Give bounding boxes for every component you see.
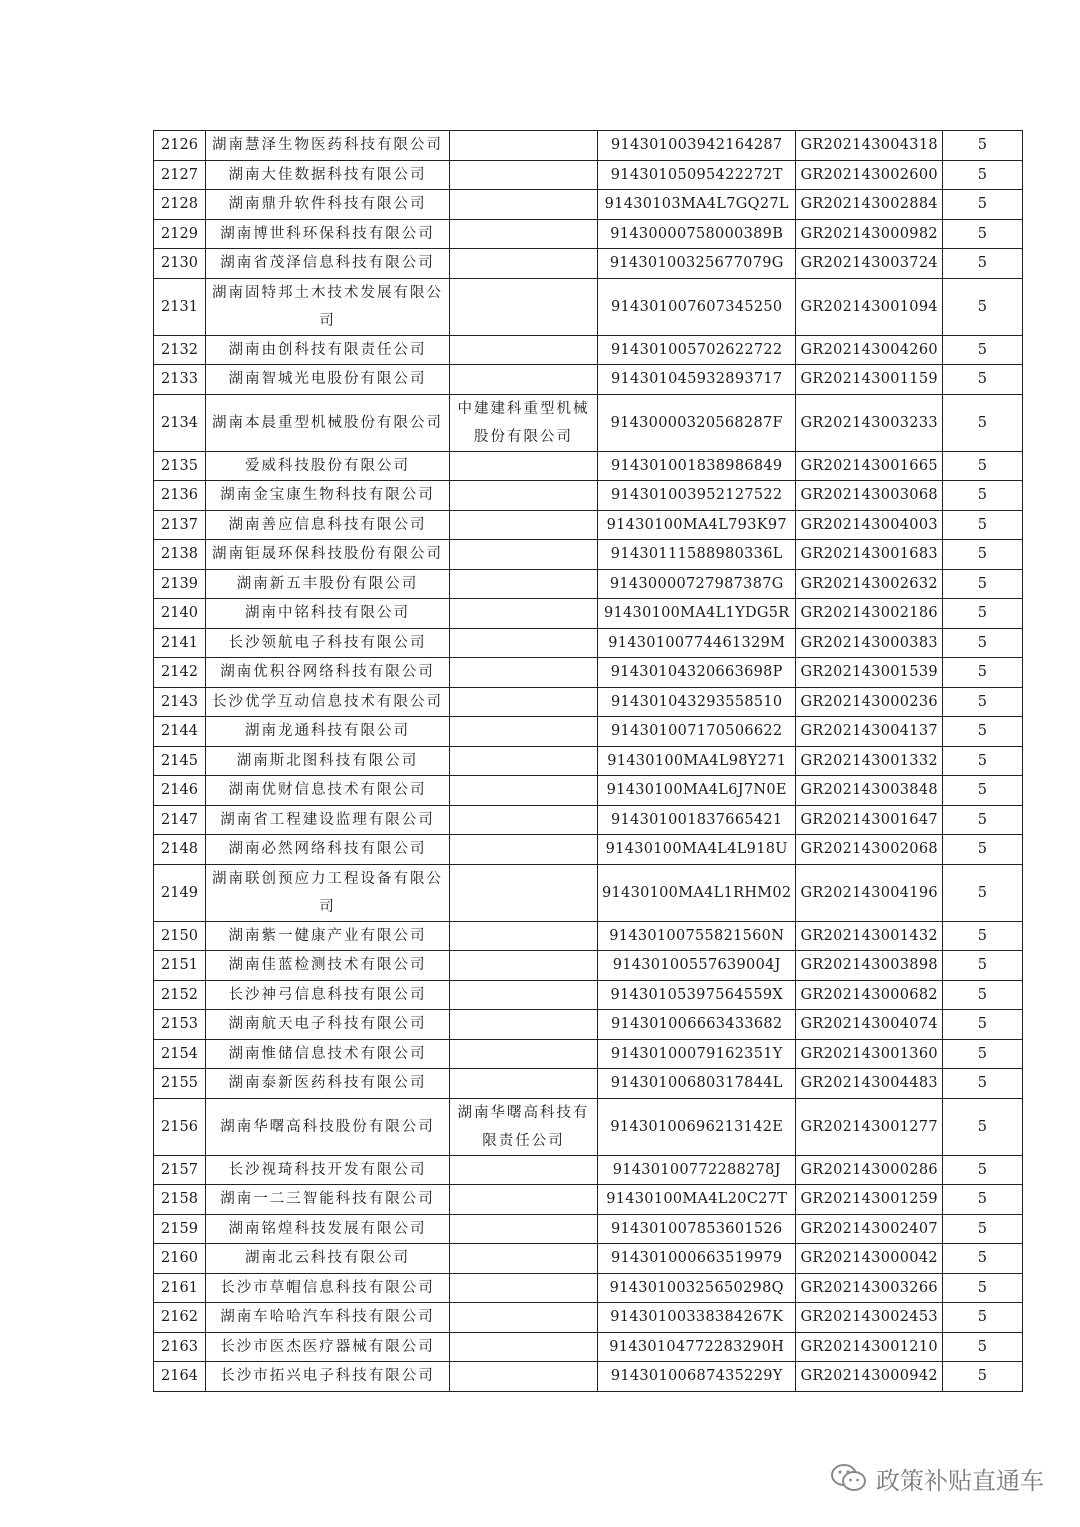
table-row (154, 599, 1023, 629)
company-name-cell: 湖南善应信息科技有限公司 (206, 510, 450, 540)
row-number-cell: 2135 (154, 451, 206, 481)
credit-code-cell: 91430100MA4L4L918U (598, 835, 796, 865)
score-cell: 5 (942, 335, 1022, 365)
credit-code-cell: 914301007607345250 (598, 278, 796, 335)
row-number-cell: 2140 (154, 599, 206, 629)
row-number-cell: 2153 (154, 1010, 206, 1040)
former-name-cell (450, 219, 598, 249)
score-cell: 5 (942, 717, 1022, 747)
table-row (154, 1155, 1023, 1185)
former-name-cell (450, 278, 598, 335)
company-name-cell: 湖南博世科环保科技有限公司 (206, 219, 450, 249)
row-number-cell: 2141 (154, 628, 206, 658)
row-number-cell: 2128 (154, 190, 206, 220)
table-row (154, 394, 1023, 451)
former-name-cell (450, 717, 598, 747)
table-row (154, 481, 1023, 511)
former-name-cell (450, 1303, 598, 1333)
certificate-number-cell: GR202143000042 (796, 1244, 942, 1274)
certificate-number-cell: GR202143004318 (796, 131, 942, 161)
score-cell: 5 (942, 1010, 1022, 1040)
former-name-cell (450, 131, 598, 161)
row-number-cell: 2137 (154, 510, 206, 540)
certificate-number-cell: GR202143004260 (796, 335, 942, 365)
table-row (154, 1273, 1023, 1303)
row-number-cell: 2150 (154, 921, 206, 951)
score-cell: 5 (942, 131, 1022, 161)
company-name-cell: 湖南省茂泽信息科技有限公司 (206, 249, 450, 279)
credit-code-cell: 91430100MA4L793K97 (598, 510, 796, 540)
certificate-number-cell: GR202143002632 (796, 569, 942, 599)
certificate-number-cell: GR202143001683 (796, 540, 942, 570)
score-cell: 5 (942, 365, 1022, 395)
table-row (154, 1098, 1023, 1155)
table-row (154, 864, 1023, 921)
former-name-cell (450, 864, 598, 921)
former-name-cell (450, 1155, 598, 1185)
company-name-cell: 湖南铭煌科技发展有限公司 (206, 1214, 450, 1244)
former-name-cell (450, 1069, 598, 1099)
row-number-cell: 2157 (154, 1155, 206, 1185)
former-name-cell (450, 1039, 598, 1069)
former-name-cell (450, 160, 598, 190)
credit-code-cell: 914301006663433682 (598, 1010, 796, 1040)
credit-code-cell: 914301003942164287 (598, 131, 796, 161)
row-number-cell: 2126 (154, 131, 206, 161)
former-name-cell (450, 746, 598, 776)
company-name-cell: 长沙领航电子科技有限公司 (206, 628, 450, 658)
company-name-cell: 长沙市医杰医疗器械有限公司 (206, 1332, 450, 1362)
watermark (830, 1460, 1044, 1496)
credit-code-cell: 914301005702622722 (598, 335, 796, 365)
former-name-cell (450, 365, 598, 395)
company-name-cell: 湖南优积谷网络科技有限公司 (206, 658, 450, 688)
former-name-cell (450, 1214, 598, 1244)
company-name-cell: 湖南鼎升软件科技有限公司 (206, 190, 450, 220)
row-number-cell: 2161 (154, 1273, 206, 1303)
certificate-number-cell: GR202143003266 (796, 1273, 942, 1303)
row-number-cell: 2148 (154, 835, 206, 865)
row-number-cell: 2142 (154, 658, 206, 688)
former-name-cell: 湖南华曙高科技有限责任公司 (450, 1098, 598, 1155)
row-number-cell: 2130 (154, 249, 206, 279)
score-cell: 5 (942, 1039, 1022, 1069)
score-cell: 5 (942, 160, 1022, 190)
score-cell: 5 (942, 599, 1022, 629)
table-row (154, 1039, 1023, 1069)
score-cell: 5 (942, 776, 1022, 806)
certificate-number-cell: GR202143001432 (796, 921, 942, 951)
company-list-table (153, 130, 1023, 1392)
company-name-cell: 长沙市拓兴电子科技有限公司 (206, 1362, 450, 1392)
former-name-cell (450, 335, 598, 365)
credit-code-cell: 914301000663519979 (598, 1244, 796, 1274)
credit-code-cell: 91430000758000389B (598, 219, 796, 249)
credit-code-cell: 914301001838986849 (598, 451, 796, 481)
table-row (154, 160, 1023, 190)
credit-code-cell: 91430100MA4L1YDG5R (598, 599, 796, 629)
score-cell: 5 (942, 687, 1022, 717)
credit-code-cell: 91430111588980336L (598, 540, 796, 570)
row-number-cell: 2152 (154, 980, 206, 1010)
table-row (154, 540, 1023, 570)
table-row (154, 746, 1023, 776)
score-cell: 5 (942, 249, 1022, 279)
credit-code-cell: 91430100MA4L1RHM02 (598, 864, 796, 921)
table-row (154, 1069, 1023, 1099)
certificate-number-cell: GR202143002186 (796, 599, 942, 629)
former-name-cell (450, 805, 598, 835)
former-name-cell (450, 1332, 598, 1362)
score-cell: 5 (942, 746, 1022, 776)
row-number-cell: 2143 (154, 687, 206, 717)
credit-code-cell: 91430000727987387G (598, 569, 796, 599)
credit-code-cell: 91430000320568287F (598, 394, 796, 451)
table-row (154, 190, 1023, 220)
table-row (154, 1214, 1023, 1244)
score-cell: 5 (942, 980, 1022, 1010)
former-name-cell (450, 569, 598, 599)
score-cell: 5 (942, 805, 1022, 835)
company-name-cell: 湖南固特邦土木技术发展有限公司 (206, 278, 450, 335)
table-row (154, 717, 1023, 747)
score-cell: 5 (942, 481, 1022, 511)
certificate-number-cell: GR202143002068 (796, 835, 942, 865)
score-cell: 5 (942, 1303, 1022, 1333)
company-name-cell: 湖南惟储信息技术有限公司 (206, 1039, 450, 1069)
score-cell: 5 (942, 1244, 1022, 1274)
credit-code-cell: 91430100079162351Y (598, 1039, 796, 1069)
table-row (154, 510, 1023, 540)
row-number-cell: 2158 (154, 1185, 206, 1215)
former-name-cell (450, 980, 598, 1010)
certificate-number-cell: GR202143004003 (796, 510, 942, 540)
company-name-cell: 湖南新五丰股份有限公司 (206, 569, 450, 599)
credit-code-cell: 914301045932893717 (598, 365, 796, 395)
table-row (154, 687, 1023, 717)
certificate-number-cell: GR202143002600 (796, 160, 942, 190)
company-name-cell: 湖南金宝康生物科技有限公司 (206, 481, 450, 511)
former-name-cell (450, 835, 598, 865)
former-name-cell (450, 451, 598, 481)
former-name-cell (450, 1362, 598, 1392)
credit-code-cell: 914301007853601526 (598, 1214, 796, 1244)
credit-code-cell: 91430100338384267K (598, 1303, 796, 1333)
certificate-number-cell: GR202143000682 (796, 980, 942, 1010)
former-name-cell (450, 1185, 598, 1215)
former-name-cell (450, 658, 598, 688)
credit-code-cell: 91430100MA4L20C27T (598, 1185, 796, 1215)
score-cell: 5 (942, 1362, 1022, 1392)
credit-code-cell: 91430105397564559X (598, 980, 796, 1010)
score-cell: 5 (942, 864, 1022, 921)
company-name-cell: 湖南一二三智能科技有限公司 (206, 1185, 450, 1215)
score-cell: 5 (942, 921, 1022, 951)
certificate-number-cell: GR202143000383 (796, 628, 942, 658)
company-name-cell: 湖南泰新医药科技有限公司 (206, 1069, 450, 1099)
credit-code-cell: 91430100MA4L6J7N0E (598, 776, 796, 806)
company-name-cell: 湖南紫一健康产业有限公司 (206, 921, 450, 951)
credit-code-cell: 914301007170506622 (598, 717, 796, 747)
table-row (154, 835, 1023, 865)
former-name-cell: 中建建科重型机械股份有限公司 (450, 394, 598, 451)
score-cell: 5 (942, 569, 1022, 599)
company-name-cell: 长沙市草帽信息科技有限公司 (206, 1273, 450, 1303)
row-number-cell: 2159 (154, 1214, 206, 1244)
wechat-icon (830, 1462, 868, 1494)
certificate-number-cell: GR202143004196 (796, 864, 942, 921)
row-number-cell: 2149 (154, 864, 206, 921)
credit-code-cell: 914301003952127522 (598, 481, 796, 511)
credit-code-cell: 91430105095422272T (598, 160, 796, 190)
certificate-number-cell: GR202143003898 (796, 951, 942, 981)
former-name-cell (450, 1244, 598, 1274)
table-row (154, 365, 1023, 395)
table-row (154, 569, 1023, 599)
table-row (154, 980, 1023, 1010)
former-name-cell (450, 921, 598, 951)
certificate-number-cell: GR202143002884 (796, 190, 942, 220)
table-row (154, 1362, 1023, 1392)
table-row (154, 131, 1023, 161)
score-cell: 5 (942, 190, 1022, 220)
table-row (154, 951, 1023, 981)
certificate-number-cell: GR202143001159 (796, 365, 942, 395)
former-name-cell (450, 481, 598, 511)
credit-code-cell: 91430100687435229Y (598, 1362, 796, 1392)
credit-code-cell: 91430100325677079G (598, 249, 796, 279)
score-cell: 5 (942, 835, 1022, 865)
company-name-cell: 湖南华曙高科技股份有限公司 (206, 1098, 450, 1155)
company-name-cell: 湖南本晨重型机械股份有限公司 (206, 394, 450, 451)
former-name-cell (450, 951, 598, 981)
watermark-text: 政策补贴直通车 (876, 1466, 1044, 1495)
company-name-cell: 湖南钜晟环保科技股份有限公司 (206, 540, 450, 570)
former-name-cell (450, 540, 598, 570)
score-cell: 5 (942, 1273, 1022, 1303)
certificate-number-cell: GR202143003724 (796, 249, 942, 279)
credit-code-cell: 91430100755821560N (598, 921, 796, 951)
company-name-cell: 湖南佳蓝检测技术有限公司 (206, 951, 450, 981)
table-row (154, 776, 1023, 806)
former-name-cell (450, 628, 598, 658)
credit-code-cell: 914301001837665421 (598, 805, 796, 835)
row-number-cell: 2151 (154, 951, 206, 981)
former-name-cell (450, 1273, 598, 1303)
company-name-cell: 湖南北云科技有限公司 (206, 1244, 450, 1274)
table-row (154, 278, 1023, 335)
row-number-cell: 2145 (154, 746, 206, 776)
row-number-cell: 2160 (154, 1244, 206, 1274)
table-row (154, 658, 1023, 688)
row-number-cell: 2139 (154, 569, 206, 599)
company-name-cell: 长沙视琦科技开发有限公司 (206, 1155, 450, 1185)
company-name-cell: 湖南联创预应力工程设备有限公司 (206, 864, 450, 921)
table-row (154, 628, 1023, 658)
score-cell: 5 (942, 1214, 1022, 1244)
row-number-cell: 2136 (154, 481, 206, 511)
certificate-number-cell: GR202143000982 (796, 219, 942, 249)
company-name-cell: 湖南慧泽生物医药科技有限公司 (206, 131, 450, 161)
score-cell: 5 (942, 451, 1022, 481)
certificate-number-cell: GR202143004483 (796, 1069, 942, 1099)
credit-code-cell: 91430100774461329M (598, 628, 796, 658)
certificate-number-cell: GR202143003233 (796, 394, 942, 451)
company-name-cell: 湖南由创科技有限责任公司 (206, 335, 450, 365)
row-number-cell: 2164 (154, 1362, 206, 1392)
table-row (154, 219, 1023, 249)
certificate-number-cell: GR202143000942 (796, 1362, 942, 1392)
score-cell: 5 (942, 1069, 1022, 1099)
former-name-cell (450, 776, 598, 806)
table-row (154, 1303, 1023, 1333)
certificate-number-cell: GR202143001094 (796, 278, 942, 335)
credit-code-cell: 91430104320663698P (598, 658, 796, 688)
certificate-number-cell: GR202143001259 (796, 1185, 942, 1215)
score-cell: 5 (942, 1098, 1022, 1155)
certificate-number-cell: GR202143000286 (796, 1155, 942, 1185)
score-cell: 5 (942, 540, 1022, 570)
former-name-cell (450, 687, 598, 717)
table-row (154, 1244, 1023, 1274)
former-name-cell (450, 599, 598, 629)
former-name-cell (450, 190, 598, 220)
company-name-cell: 湖南中铭科技有限公司 (206, 599, 450, 629)
credit-code-cell: 914301043293558510 (598, 687, 796, 717)
table-row (154, 921, 1023, 951)
certificate-number-cell: GR202143001665 (796, 451, 942, 481)
credit-code-cell: 91430100772288278J (598, 1155, 796, 1185)
certificate-number-cell: GR202143004074 (796, 1010, 942, 1040)
former-name-cell (450, 510, 598, 540)
company-name-cell: 湖南斯北图科技有限公司 (206, 746, 450, 776)
row-number-cell: 2147 (154, 805, 206, 835)
credit-code-cell: 91430104772283290H (598, 1332, 796, 1362)
certificate-number-cell: GR202143001539 (796, 658, 942, 688)
company-name-cell: 湖南优财信息技术有限公司 (206, 776, 450, 806)
table-row (154, 451, 1023, 481)
company-name-cell: 湖南省工程建设监理有限公司 (206, 805, 450, 835)
credit-code-cell: 91430100325650298Q (598, 1273, 796, 1303)
row-number-cell: 2132 (154, 335, 206, 365)
former-name-cell (450, 249, 598, 279)
company-name-cell: 湖南必然网络科技有限公司 (206, 835, 450, 865)
certificate-number-cell: GR202143001210 (796, 1332, 942, 1362)
score-cell: 5 (942, 1332, 1022, 1362)
table-row (154, 1332, 1023, 1362)
certificate-number-cell: GR202143003068 (796, 481, 942, 511)
score-cell: 5 (942, 510, 1022, 540)
table-row (154, 249, 1023, 279)
credit-code-cell: 91430103MA4L7GQ27L (598, 190, 796, 220)
company-name-cell: 长沙神弓信息科技有限公司 (206, 980, 450, 1010)
score-cell: 5 (942, 278, 1022, 335)
certificate-number-cell: GR202143001360 (796, 1039, 942, 1069)
row-number-cell: 2156 (154, 1098, 206, 1155)
certificate-number-cell: GR202143001277 (796, 1098, 942, 1155)
row-number-cell: 2138 (154, 540, 206, 570)
score-cell: 5 (942, 394, 1022, 451)
company-name-cell: 湖南智城光电股份有限公司 (206, 365, 450, 395)
company-name-cell: 爱威科技股份有限公司 (206, 451, 450, 481)
row-number-cell: 2155 (154, 1069, 206, 1099)
certificate-number-cell: GR202143001332 (796, 746, 942, 776)
company-name-cell: 湖南大佳数据科技有限公司 (206, 160, 450, 190)
row-number-cell: 2144 (154, 717, 206, 747)
former-name-cell (450, 1010, 598, 1040)
score-cell: 5 (942, 1185, 1022, 1215)
row-number-cell: 2154 (154, 1039, 206, 1069)
score-cell: 5 (942, 219, 1022, 249)
row-number-cell: 2127 (154, 160, 206, 190)
table-row (154, 1010, 1023, 1040)
row-number-cell: 2162 (154, 1303, 206, 1333)
certificate-number-cell: GR202143004137 (796, 717, 942, 747)
row-number-cell: 2163 (154, 1332, 206, 1362)
score-cell: 5 (942, 628, 1022, 658)
company-name-cell: 湖南车哈哈汽车科技有限公司 (206, 1303, 450, 1333)
certificate-number-cell: GR202143002407 (796, 1214, 942, 1244)
certificate-number-cell: GR202143002453 (796, 1303, 942, 1333)
row-number-cell: 2146 (154, 776, 206, 806)
row-number-cell: 2131 (154, 278, 206, 335)
certificate-number-cell: GR202143001647 (796, 805, 942, 835)
company-name-cell: 长沙优学互动信息技术有限公司 (206, 687, 450, 717)
score-cell: 5 (942, 1155, 1022, 1185)
score-cell: 5 (942, 951, 1022, 981)
score-cell: 5 (942, 658, 1022, 688)
company-name-cell: 湖南航天电子科技有限公司 (206, 1010, 450, 1040)
credit-code-cell: 91430100MA4L98Y271 (598, 746, 796, 776)
certificate-number-cell: GR202143000236 (796, 687, 942, 717)
row-number-cell: 2134 (154, 394, 206, 451)
table-row (154, 805, 1023, 835)
row-number-cell: 2129 (154, 219, 206, 249)
table-row (154, 335, 1023, 365)
certificate-number-cell: GR202143003848 (796, 776, 942, 806)
row-number-cell: 2133 (154, 365, 206, 395)
table-body (154, 131, 1023, 1392)
company-name-cell: 湖南龙通科技有限公司 (206, 717, 450, 747)
credit-code-cell: 91430100696213142E (598, 1098, 796, 1155)
table-row (154, 1185, 1023, 1215)
credit-code-cell: 91430100557639004J (598, 951, 796, 981)
credit-code-cell: 91430100680317844L (598, 1069, 796, 1099)
